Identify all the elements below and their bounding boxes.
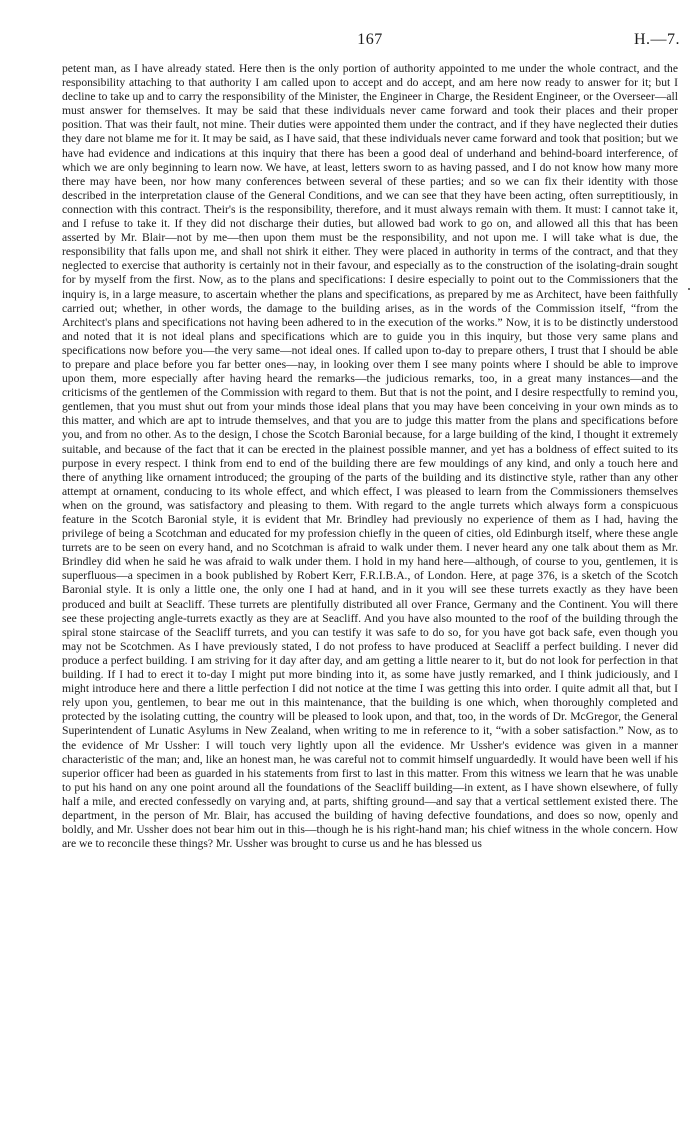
document-reference: H.—7.: [633, 31, 680, 48]
margin-dot: [688, 288, 690, 290]
body-paragraph: petent man, as I have already stated. Here then is the only portion of authority appointed to me under the whole contract, and the responsibility attaching to that authority I am called upon to accept and do accept, and am here now ready to answer for it; but I decline to take up and to carry the responsibility of the Minister, the Engineer in Charge, the Resident Engineer, or the Overseer—all must answer for themselves. It may be said that these individuals never came forward and took their places and their proper position. That was their fault, not mine. Their duties were appointed them under the contract, and if they have neglected their duties they dare not blame me for it. It may be said, as I have said, that these individuals never came forward and took that position; but we have had evidence and indications at this inquiry that there has been a good deal of underhand and behind-board interference, of which we are only beginning to learn now. We have, at least, letters sworn to as having passed, and I do not know how many more there may have been, nor how many conferences between several of these parties; and so we can fix their identity with those described in the interpretation clause of the General Conditions, and we can see that they have been acting, often surreptitiously, in connection with this contract. Their's is the responsibility, therefore, and it must always remain with them. It must: I cannot take it, and I refuse to take it. If they did not discharge their duties, but allowed bad work to go on, and allowed all this that has been asserted by Mr. Blair—not by me—then upon them must be the responsibility, and not upon me. I will take what is due, the responsibility that falls upon me, and shall not shirk it either. They were placed in authority in terms of the contract, and that they neglected to exercise that authority is certainly not in their favour, and especially as to the construction of the isolating-drain sought for by myself from the first. Now, as to the plans and specifications: I desire especially to point out to the Commissioners that the inquiry is, in a large measure, to ascertain whether the plans and specifications, as prepared by me as Architect, have been faithfully carried out; whether, in other words, the damage to the building arises, as in the words of the Commission itself, “from the Architect's plans and specifications not having been adhered to in the execution of the works.” Now, it is to be distinctly understood and noted that it is not ideal plans and specifications which are to guide you in this inquiry, but those very same plans and specifications now before you—the very same—not ideal ones. If called upon to-day to prepare others, I trust that I should be able to prepare and place before you far better ones—nay, in looking over them I see many points where I should be able to improve upon them, more especially after having heard the remarks—the judicious remarks, too, in a great many instances—and the criticisms of the gentlemen of the Commission with regard to them. But that is not the point, and I desire respectfully to remind you, gentlemen, that you must shut out from your minds those ideal plans that you may have been conceiving in your own minds as to this matter, and which are apt to intrude themselves, and that you are to judge this matter from the plans and specifications before you, and from no other. As to the design, I chose the Scotch Baronial because, for a large building of the kind, I thought it extremely suitable, and because of the fact that it can be erected in the plainest possible manner, and yet has a boldness of effect suited to its purpose in every respect. I think from end to end of the building there are few mouldings of any kind, and only a touch here and there of anything like ornament introduced; the grouping of the parts of the building and its distinctive style, rather than any other attempt at ornament, conducing to its whole effect, and which effect, I was pleased to learn from the Commissioners themselves when on the ground, was satisfactory and pleasing to them. With regard to the angle turrets which always form a conspicuous feature in the Scotch Baronial style, it is evident that Mr. Brindley had previously no experience of them as I had, having the privilege of being a Scotchman and educated for my profession chiefly in the queen of cities, old Edinburgh itself, where these angle turrets are to be seen on every hand, and no Scotchman is afraid to walk under them. I never heard any one talk about them as Mr. Brindley did when he said he was afraid to walk under them. I hold in my hand here—although, of course to you, gentlemen, it is superfluous—a specimen in a book published by Robert Kerr, F.R.I.B.A., of London. Here, at page 376, is a sketch of the Scotch Baronial style. It is only a little one, the only one I had at hand, and in it you will see these turrets exactly as they have been produced and built at Seacliff. These turrets are plentifully distributed all over France, Germany and the Continent. You will there see these projecting angle-turrets exactly as they are at Seacliff. And you have also mounted to the roof of the building through the spiral stone staircase of the Seacliff turrets, and you can testify it was safe to do so, for you have got back safe, even though you may not be Scotchmen. As I have previously stated, I do not profess to have produced at Seacliff a perfect building. I never did produce a perfect building. I am striving for it day after day, and am getting a little nearer to it, but do not look for perfection in that building. If I had to erect it to-day I might put more binding into it, as some have justly remarked, and I think judiciously, and I might introduce here and there a little perfection I did not notice at the time I was getting this into order. I quite admit all that, but I rely upon you, gentlemen, to bear me out in this maintenance, that the building is one which, when thoroughly completed and protected by the isolating cutting, the country will be pleased to look upon, and that, too, in the words of Dr. McGregor, the General Superintendent of Lunatic Asylums in New Zealand, when writing to me in reference to it, “with a sober satisfaction.” Now, as to the evidence of Mr Ussher: I will touch very lightly upon all the evidence. Mr Ussher's evidence was given in a manner characteristic of the man; and, like an honest man, he was careful not to commit himself unguardedly. It would have been well if his superior officer had been as guarded in his statements from first to last in this matter. From this witness we learn that he was unable to put his hand on any one point around all the foundations of the Seacliff building—in extent, as I have shown elsewhere, of fully half a mile, and erected confessedly on varying and, at parts, shifting ground—and say that a vertical settlement existed there. The department, in the person of Mr. Blair, has accused the building of having defective foundations, and does so now, openly and boldly, and Mr. Ussher does not bear him out in this—though he is his right-hand man; his chief witness in the whole concern. How are we to reconcile these things? Mr. Ussher was brought to curse us and he has blessed us: [62, 62, 678, 851]
page-header: [60, 31, 680, 51]
body-text: [62, 62, 678, 851]
page-number: 167: [357, 31, 383, 48]
